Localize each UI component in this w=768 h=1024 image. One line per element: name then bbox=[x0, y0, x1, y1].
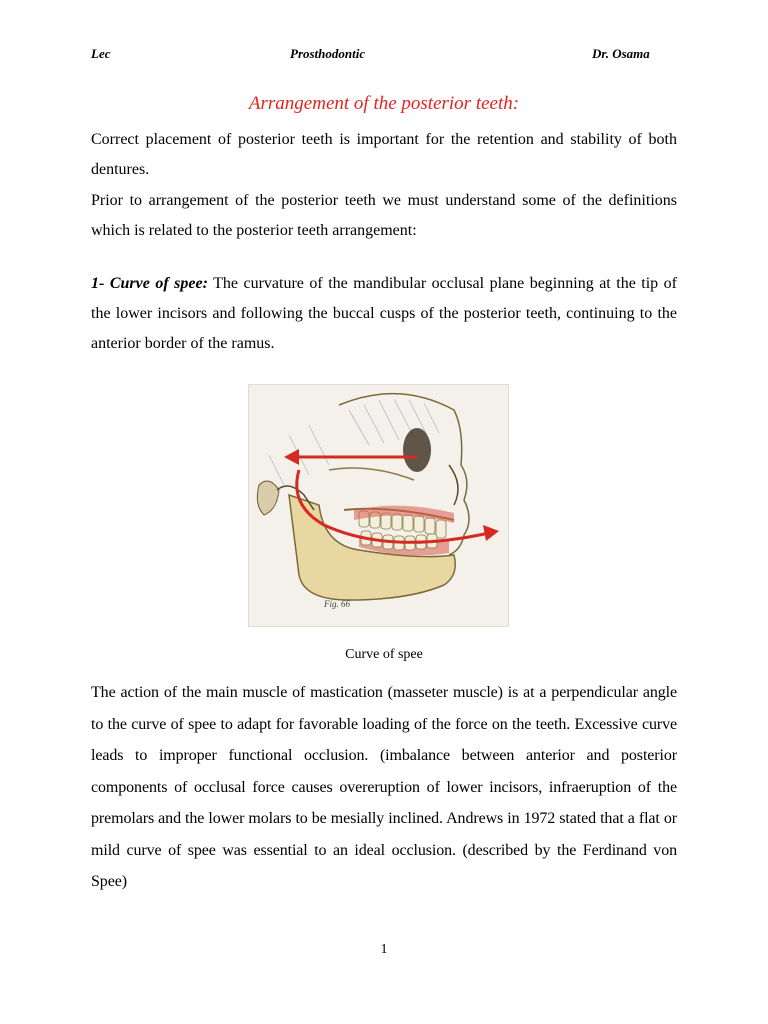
page-number: 1 bbox=[380, 942, 388, 957]
curve-of-spee-illustration bbox=[248, 384, 509, 627]
curve-of-spee-paragraph bbox=[91, 269, 677, 359]
prior-paragraph: Prior to arrangement of the posterior teeth we must understand some of the definitions which is related to the posterior teeth arrangement: bbox=[91, 192, 677, 239]
figure-label: Fig. 66 bbox=[324, 599, 350, 609]
action-paragraph: The action of the main muscle of mastication (masseter muscle) is at a perpendicular angle to the curve of spee to adapt for favorable loading of the force on the teeth. Excessive curve leads to improper functional occlusion. (imbalance between anterior and posterior components of occlusal force causes overeruption of lower incisors, infraeruption of the premolars and the lower molars to be mesially inclined. Andrews in 1972 stated that a flat or mild curve of spee was essential to an ideal occlusion. (described by the Ferdinand von Spee) bbox=[91, 684, 677, 890]
curve-of-spee-term: 1- Curve of spee: bbox=[91, 275, 208, 292]
intro-paragraph: Correct placement of posterior teeth is important for the retention and stability of both dentures. bbox=[91, 131, 677, 178]
curve-of-spee-arrow-head bbox=[483, 525, 499, 541]
figure-caption: Curve of spee bbox=[345, 647, 423, 662]
zygomatic-arch bbox=[329, 468, 414, 480]
skull-drawing bbox=[249, 385, 508, 626]
curve-of-spee-definition: The curvature of the mandibular occlusal plane beginning at the tip of the lower incisors and following the buccal cusps of the posterior teeth, continuing to the anterior border of the ramus. bbox=[91, 275, 678, 352]
header-author: Dr. Osama bbox=[592, 46, 650, 61]
nasal-outline bbox=[449, 465, 458, 505]
ear-region bbox=[257, 481, 279, 515]
section-title: Arrangement of the posterior teeth: bbox=[248, 93, 520, 114]
header-lecture: Lec bbox=[91, 46, 111, 61]
orbit bbox=[403, 428, 431, 472]
header-subject: Prosthodontic bbox=[290, 46, 366, 61]
upper-arrow-head bbox=[284, 449, 299, 465]
page-header bbox=[0, 46, 768, 66]
